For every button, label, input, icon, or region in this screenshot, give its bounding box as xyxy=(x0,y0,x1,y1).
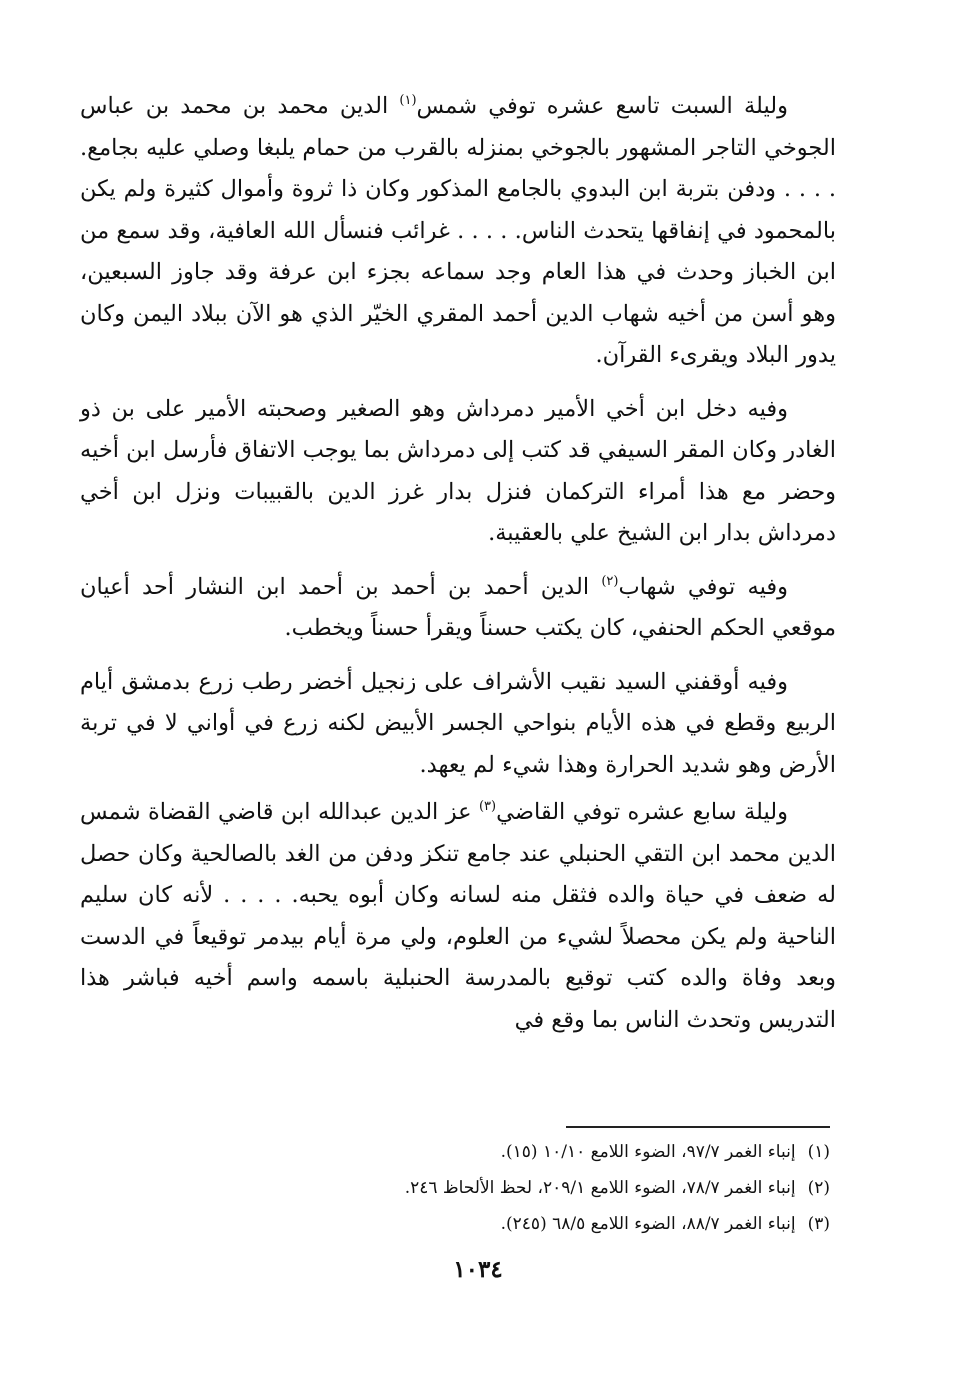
footnote-3 xyxy=(200,1206,830,1242)
paragraph-text: الدين أحمد بن أحمد بن أحمد ابن النشار أحد أعيان موقعي الحكم الحنفي، كان يكتب حسناً ويقرأ حسناً ويخطب. xyxy=(80,573,836,641)
paragraph-death-shihab xyxy=(80,567,836,650)
paragraph-dimirdash-nephew xyxy=(80,389,836,555)
paragraph-text: وفيه أوقفني السيد نقيب الأشراف على زنجيل أخضر رطب زرع بدمشق أيام الربيع وقطع في هذه الأيام بنواحي الجسر الأبيض لكنه زرع في أواني لا في تربة الأرض وهو شديد الحرارة وهذا شيء لم يعهد. xyxy=(80,668,836,778)
footnote-number: (٢) xyxy=(807,1178,830,1198)
footnote-reference-2: (٢) xyxy=(601,573,619,589)
footnote-2 xyxy=(200,1170,830,1206)
page-number: ١٠٣٤ xyxy=(453,1256,503,1283)
footnote-1 xyxy=(200,1134,830,1170)
footnote-reference-3: (٣) xyxy=(478,799,497,814)
paragraph-death-al-jukhi xyxy=(80,86,836,377)
paragraph-text: عز الدين عبدالله ابن قاضي القضاة شمس الدين محمد ابن التقي الحنبلي عند جامع تنكز ودفن من الغد بالصالحية وكان حصل له ضعف في حياة والده فثقل منه لسانه وكان أبوه يحبه. . . . . لأنه كان سليم الناحية ولم يكن محصلاً لشيء من العلوم، ولي مرة أيام بيدمر توقيعاً في الدست وبعد وفاة والده كتب توقيع بالمدرسة الحنبلية باسمه واسم أخيه فباشر هذا التدريس وتحدث الناس بما وقع في xyxy=(80,799,837,1033)
footnote-number: (٣) xyxy=(807,1214,830,1234)
main-text xyxy=(80,86,836,1041)
paragraph-text: وفيه توفي شهاب xyxy=(618,573,789,600)
footnote-number: (١) xyxy=(807,1142,830,1162)
paragraph-text: وليلة سابع عشره توفي القاضي xyxy=(496,799,789,825)
footnote-separator xyxy=(566,1126,830,1128)
footnote-text: إنباء الغمر ٧٨/٧، الضوء اللامع ٢٠٩/١، لحظ الألحاظ ٢٤٦. xyxy=(404,1178,796,1198)
footnote-text: إنباء الغمر ٩٧/٧، الضوء اللامع ١٠/١٠ (١٥). xyxy=(500,1142,796,1162)
footnote-reference-1: (١) xyxy=(399,93,417,108)
paragraph-green-ginger xyxy=(80,662,836,787)
paragraph-text: وليلة السبت تاسع عشره توفي شمس xyxy=(416,93,788,119)
paragraph-text: وفيه دخل ابن أخي الأمير دمرداش وهو الصغير وصحبته الأمير على بن ذو الغادر وكان المقر السيفي قد كتب إلى دمرداش بما يوجب الاتفاق فأرسل ابن أخيه وحضر مع هذا أمراء التركمان فنزل بدار غرز الدين بالقبيبات ونزل ابن أخي دمرداش بدار ابن الشيخ علي بالعقيبة. xyxy=(80,395,836,546)
footnote-text: إنباء الغمر ٨٨/٧، الضوء اللامع ٦٨/٥ (٢٤٥). xyxy=(500,1214,796,1234)
paragraph-text: الدين محمد بن محمد بن عباس الجوخي التاجر المشهور بالجوخي بمنزله بالقرب من حمام يلبغا وصلي عليه بجامع. . . . . ودفن بتربة ابن البدوي بالجامع المذكور وكان ذا ثروة وأموال كثيرة ولم يكن بالمحمود في إنفاقها يتحدث الناس. . . . . غرائب فنسأل الله العافية، وقد سمع من ابن الخباز وحدث في هذا العام وجد سماعه بجزء ابن عرفة وقد جاوز السبعين، وهو أسن من أخيه شهاب الدين أحمد المقري الخيّر الذي هو الآن ببلاد اليمن وكان يدور البلاد ويقرىء القرآن. xyxy=(80,93,836,368)
footnotes xyxy=(200,1134,830,1242)
paragraph-death-izz-al-din xyxy=(80,792,836,1041)
